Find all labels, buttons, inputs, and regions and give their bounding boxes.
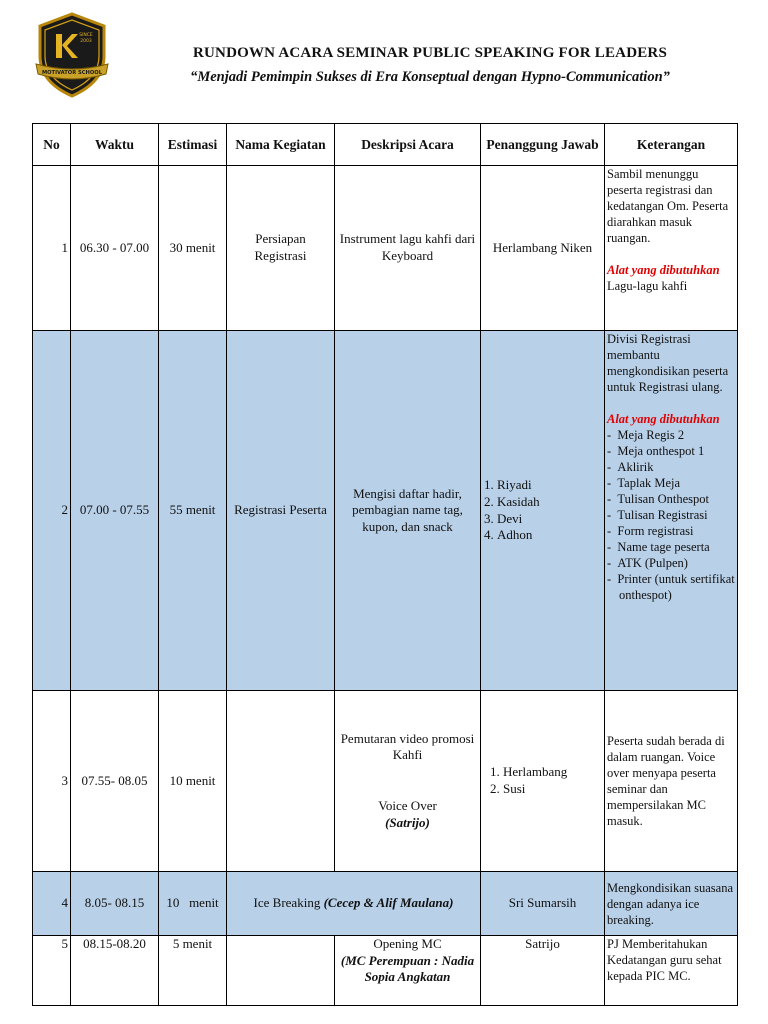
row-keterangan [605,331,738,691]
logo-name: MOTIVATOR SCHOOL [41,70,103,76]
row-penanggung-jawab: Sri Sumarsih [481,872,605,936]
activity-people: (Cecep & Alif Maulana) [323,895,454,911]
row-nama-kegiatan: Registrasi Peserta [227,331,335,691]
row-deskripsi: Mengisi daftar hadir, pembagian name tag, kupon, dan snack [335,331,481,691]
row-waktu: 08.15-08.20 [71,936,159,1006]
row-kegiatan-merged [227,872,481,936]
table-row [33,872,738,936]
row-no: 4 [33,872,71,936]
row-penanggung-jawab [481,691,605,872]
motivator-school-logo [34,12,110,98]
list-item: - Printer (untuk sertifikat onthespot) [607,571,735,603]
row-deskripsi: Instrument lagu kahfi dari Keyboard [335,166,481,331]
row-no: 1 [33,166,71,331]
alat-text: Lagu-lagu kahfi [607,279,688,293]
list-item: - Aklirik [607,459,735,475]
list-item: - Name tage peserta [607,539,735,555]
row-estimasi: 5 menit [159,936,227,1006]
header-keterangan: Keterangan [605,124,738,166]
activity-name: Ice Breaking [253,895,324,911]
row-keterangan: Peserta sudah berada di dalam ruangan. Voice over menyapa peserta seminar dan mempersilakan MC masuk. [605,691,738,872]
logo-since: SINCE [79,33,93,38]
page-title: RUNDOWN ACARA SEMINAR PUBLIC SPEAKING FOR LEADERS [192,45,668,61]
row-no: 2 [33,331,71,691]
row-nama-kegiatan: Persiapan Registrasi [227,166,335,331]
row-waktu: 8.05- 08.15 [71,872,159,936]
row-waktu: 07.00 - 07.55 [71,331,159,691]
deskripsi-text: Opening MC [373,936,442,951]
row-penanggung-jawab: Herlambang Niken [481,166,605,331]
row-estimasi: 30 menit [159,166,227,331]
row-estimasi: 10 menit [159,872,227,936]
alat-label: Alat yang dibutuhkan [607,412,720,426]
row-estimasi: 10 menit [159,691,227,872]
header-waktu: Waktu [71,124,159,166]
header-estimasi: Estimasi [159,124,227,166]
row-keterangan [605,166,738,331]
row-waktu: 07.55- 08.05 [71,691,159,872]
header-no: No [33,124,71,166]
deskripsi-voice-over: Voice Over [378,798,437,813]
deskripsi-person: (Satrijo) [385,814,430,830]
list-item: 1. Herlambang [503,764,602,781]
deskripsi-mc: (MC Perempuan : Nadia Sopia Angkatan [340,952,475,985]
row-deskripsi [335,936,481,1006]
list-item: - Tulisan Registrasi [607,507,735,523]
pj-list [483,477,602,544]
row-no: 3 [33,691,71,872]
rundown-table [32,123,738,1006]
list-item: - Meja Regis 2 [607,427,735,443]
row-penanggung-jawab [481,331,605,691]
row-nama-kegiatan [227,936,335,1006]
row-penanggung-jawab: Satrijo [481,936,605,1006]
header-penanggung-jawab: Penanggung Jawab [481,124,605,166]
table-header-row [33,124,738,166]
page-subtitle: “Menjadi Pemimpin Sukses di Era Konseptual dengan Hypno-Communication” [190,69,670,85]
logo-year: 2003 [80,39,92,44]
table-row [33,936,738,1006]
list-item: - Taplak Meja [607,475,735,491]
keterangan-text: Sambil menunggu peserta registrasi dan kedatangan Om. Peserta diarahkan masuk ruangan. [607,167,729,245]
list-item: - Form registrasi [607,523,735,539]
alat-label: Alat yang dibutuhkan [607,263,720,277]
list-item: - ATK (Pulpen) [607,555,735,571]
header-nama-kegiatan: Nama Kegiatan [227,124,335,166]
pj-list [483,764,602,797]
list-item: 1. Riyadi [497,477,602,494]
alat-list [607,427,735,603]
row-nama-kegiatan [227,691,335,872]
keterangan-text: Divisi Registrasi membantu mengkondisikan peserta untuk Registrasi ulang. [607,332,729,394]
list-item: 2. Susi [503,781,602,798]
table-row [33,691,738,872]
row-waktu: 06.30 - 07.00 [71,166,159,331]
table-row [33,331,738,691]
row-deskripsi [335,691,481,872]
row-estimasi: 55 menit [159,331,227,691]
list-item: 4. Adhon [497,527,602,544]
table-row [33,166,738,331]
header-deskripsi: Deskripsi Acara [335,124,481,166]
row-keterangan: PJ Memberitahukan Kedatangan guru sehat kepada PIC MC. [605,936,738,1006]
list-item: 2. Kasidah [497,494,602,511]
list-item: - Meja onthespot 1 [607,443,735,459]
row-no: 5 [33,936,71,1006]
list-item: - Tulisan Onthespot [607,491,735,507]
list-item: 3. Devi [497,511,602,528]
row-keterangan: Mengkondisikan suasana dengan adanya ice breaking. [605,872,738,936]
deskripsi-text: Pemutaran video promosi Kahfi [340,730,475,763]
